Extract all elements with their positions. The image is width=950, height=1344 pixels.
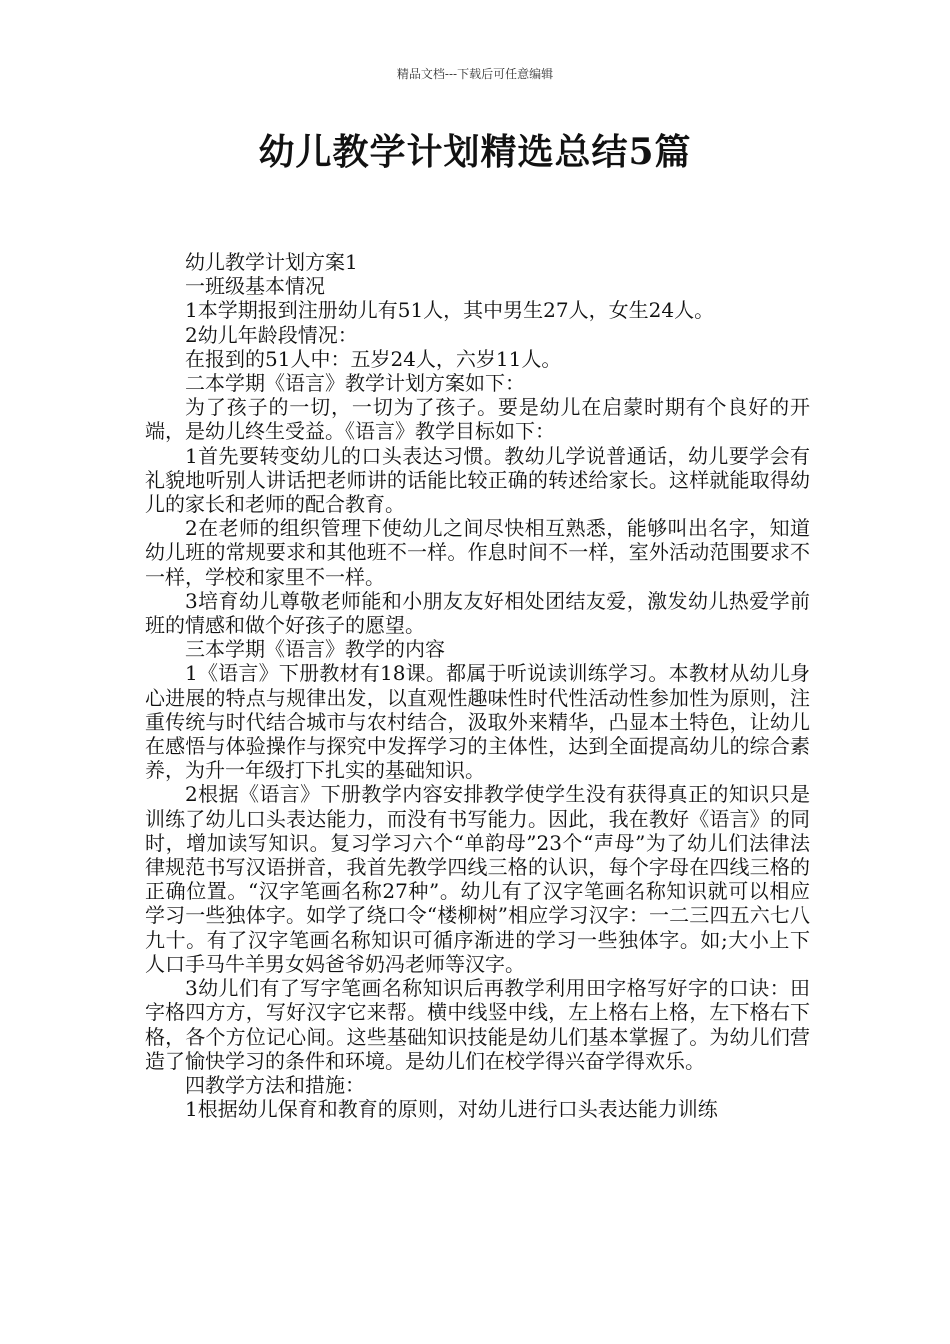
body-paragraph: 在报到的51人中：五岁24人，六岁11人。: [185, 346, 562, 371]
body-paragraph: 3培育幼儿尊敬老师能和小朋友友好相处团结友爱，激发幼儿热爱学前班的情感和做个好孩子的愿望。: [145, 588, 810, 638]
body-paragraph: 3幼儿们有了写字笔画名称知识后再教学利用田字格写好字的口诀：田字格四方方，写好汉字它来帮。横中线竖中线，左上格右上格，左下格右下格，各个方位记心间。这些基础知识技能是幼儿们基本掌握了。为幼儿们营造了愉快学习的条件和环境。是幼儿们在校学得兴奋学得欢乐。: [145, 976, 810, 1073]
document-body: [145, 250, 810, 1121]
body-paragraph: 1首先要转变幼儿的口头表达习惯。教幼儿学说普通话，幼儿要学会有礼貌地听别人讲话把老师讲的话能比较正确的转述给家长。这样就能取得幼儿的家长和老师的配合教育。: [145, 443, 810, 517]
section-heading: 三本学期《语言》教学的内容: [185, 637, 445, 662]
body-paragraph: 2幼儿年龄段情况：: [185, 322, 358, 347]
section-heading: 幼儿教学计划方案1: [185, 250, 358, 274]
document-title: 幼儿教学计划精选总结5篇: [258, 131, 692, 173]
body-paragraph: 1《语言》下册教材有18课。都属于听说读训练学习。本教材从幼儿身心进展的特点与规律出发，以直观性趣味性时代性活动性参加性为原则，注重传统与时代结合城市与农村结合，汲取外来精华，凸显本土特色，让幼儿在感悟与体验操作与探究中发挥学习的主体性，达到全面提高幼儿的综合素养，为升一年级打下扎实的基础知识。: [145, 661, 810, 783]
body-paragraph: 2根据《语言》下册教学内容安排教学使学生没有获得真正的知识只是训练了幼儿口头表达能力，而没有书写能力。因此，我在教好《语言》的同时，增加读写知识。复习学习六个“单韵母”23个“声母”为了幼儿们法律法律规范书写汉语拼音，我首先教学四线三格的认识，每个字母在四线三格的正确位置。“汉字笔画名称27种”。幼儿有了汉字笔画名称知识就可以相应学习一些独体字。如学了绕口令“楼柳树”相应学习汉字：一二三四五六七八九十。有了汉字笔画名称知识可循序渐进的学习一些独体字。如;大小上下人口手马牛羊男女妈爸爷奶冯老师等汉字。: [145, 782, 810, 976]
section-heading: 一班级基本情况: [185, 274, 325, 299]
body-paragraph: 为了孩子的一切，一切为了孩子。要是幼儿在启蒙时期有个良好的开端，是幼儿终生受益。《语言》教学目标如下：: [145, 395, 810, 444]
page-header-note: 精品文档---下载后可任意编辑: [396, 67, 554, 81]
body-paragraph: 1根据幼儿保育和教育的原则，对幼儿进行口头表达能力训练: [185, 1097, 718, 1122]
section-heading: 二本学期《语言》教学计划方案如下：: [185, 371, 525, 396]
section-heading: 四教学方法和措施：: [185, 1072, 365, 1097]
body-paragraph: 1本学期报到注册幼儿有51人，其中男生27人，女生24人。: [185, 298, 715, 323]
body-paragraph: 2在老师的组织管理下使幼儿之间尽快相互熟悉，能够叫出名字，知道幼儿班的常规要求和其他班不一样。作息时间不一样，室外活动范围要求不一样，学校和家里不一样。: [145, 516, 810, 589]
